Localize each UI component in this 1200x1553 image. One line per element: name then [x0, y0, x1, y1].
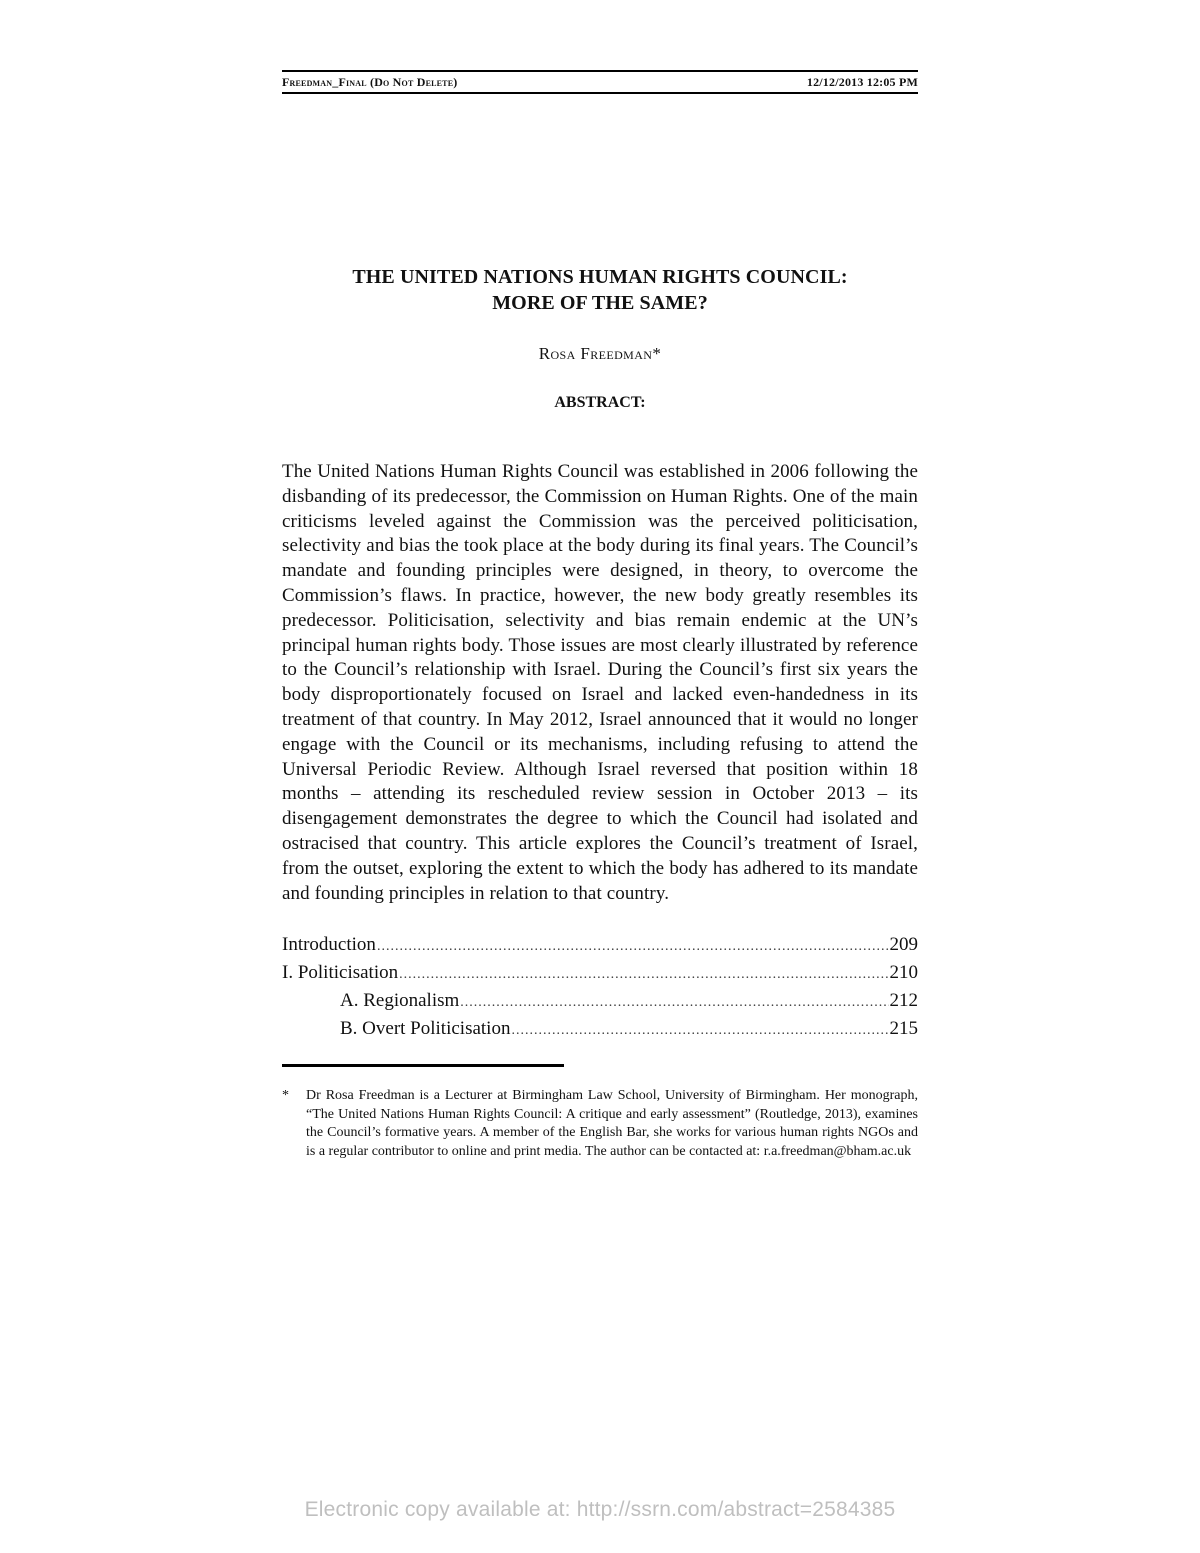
running-header: [282, 70, 918, 94]
article-author: Rosa Freedman*: [538, 344, 662, 363]
toc-entry-page: 212: [889, 990, 918, 1012]
table-of-contents: [282, 932, 918, 1044]
toc-entry[interactable]: [282, 960, 918, 988]
abstract-text: The United Nations Human Rights Council was established in 2006 following the disbanding of its predecessor, the Commission on Human Rights. One of the main criticisms leveled against the Commission was the perceived politicisation, selectivity and bias the took place at the body during its final years. The Council’s mandate and founding principles were designed, in theory, to overcome the Commission’s flaws. In practice, however, the new body greatly resembles its predecessor. Politicisation, selectivity and bias remain endemic at the UN’s principal human rights body. Those issues are most clearly illustrated by reference to the Council’s relationship with Israel. During the Council’s first six years the body disproportionately focused on Israel and lacked even-handedness in its treatment of that country. In May 2012, Israel announced that it would no longer engage with the Council or its mechanisms, including refusing to attend the Universal Periodic Review. Although Israel reversed that position within 18 months – attending its rescheduled review session in October 2013 – its disengagement demonstrates the degree to which the Council had isolated and ostracised that country. This article explores the Council’s treatment of Israel, from the outset, exploring the extent to which the body has adhered to its mandate and founding principles in relation to that country.: [282, 461, 918, 904]
toc-entry-label: B. Overt Politicisation: [340, 1018, 511, 1040]
toc-leader-dots: [377, 934, 889, 960]
document-page: [282, 70, 918, 1175]
toc-entry-label: Introduction: [282, 934, 376, 956]
toc-entry[interactable]: [282, 1016, 918, 1044]
article-title-line-2: MORE OF THE SAME?: [492, 292, 708, 314]
toc-entry-page: 209: [889, 934, 918, 956]
footnote: [282, 1087, 918, 1161]
toc-leader-dots: [511, 1018, 888, 1044]
article-title-line-1: THE UNITED NATIONS HUMAN RIGHTS COUNCIL:: [352, 266, 848, 288]
running-header-left: Freedman_Final (Do Not Delete): [282, 75, 458, 89]
abstract-heading: ABSTRACT:: [554, 394, 646, 411]
footnote-mark: *: [282, 1088, 289, 1104]
footnote-text: Dr Rosa Freedman is a Lecturer at Birmingham Law School, University of Birmingham. Her monograph, “The United Nations Human Rights Council: A critique and early assessment” (Routledge, 2013), examines the Council’s formative years. A member of the English Bar, she works for various human rights NGOs and is a regular contributor to online and print media. The author can be contacted at: r.a.freedman@bham.ac.uk: [306, 1088, 918, 1159]
ssrn-availability-notice[interactable]: Electronic copy available at: http://ssrn.com/abstract=2584385: [304, 1498, 896, 1521]
toc-entry-label: I. Politicisation: [282, 962, 399, 984]
footnote-separator: [282, 1064, 564, 1067]
toc-leader-dots: [399, 962, 888, 988]
article-title: [282, 264, 918, 316]
toc-entry-page: 215: [889, 1018, 918, 1040]
toc-entry[interactable]: [282, 932, 918, 960]
toc-entry[interactable]: [282, 988, 918, 1016]
toc-leader-dots: [460, 990, 888, 1016]
toc-entry-label: A. Regionalism: [340, 990, 460, 1012]
running-header-date: 12/12/2013 12:05 PM: [806, 75, 918, 89]
toc-entry-page: 210: [889, 962, 918, 984]
